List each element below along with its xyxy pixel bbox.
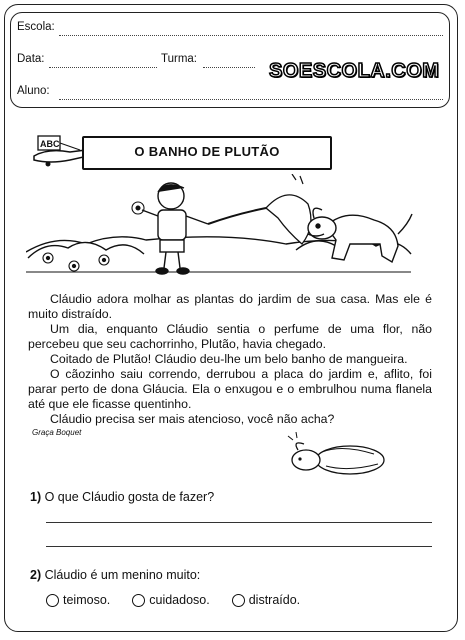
school-label: Escola: bbox=[17, 21, 55, 33]
date-label: Data: bbox=[17, 53, 45, 65]
question-number: 2) bbox=[30, 568, 42, 582]
option-cuidadoso[interactable] bbox=[132, 593, 209, 607]
answer-options bbox=[46, 593, 300, 607]
site-logo bbox=[269, 60, 439, 83]
radio-circle-icon[interactable] bbox=[46, 594, 59, 607]
title-banner bbox=[82, 136, 332, 170]
story-text bbox=[28, 292, 432, 427]
option-label: teimoso. bbox=[63, 593, 111, 607]
wrapped-dog-illustration bbox=[282, 432, 390, 478]
option-distraido[interactable] bbox=[232, 593, 300, 607]
story-title: O BANHO DE PLUTÃO bbox=[134, 144, 280, 159]
question-number: 1) bbox=[30, 490, 42, 504]
svg-text:ABC: ABC bbox=[40, 139, 60, 149]
story-paragraph: Coitado de Plutão! Cláudio deu-lhe um belo banho de mangueira. bbox=[50, 352, 408, 366]
school-field[interactable] bbox=[59, 35, 443, 36]
story-paragraph: O cãozinho saiu correndo, derrubou a placa do jardim e, aflito, foi parar perto de dona Gláucia. Ela o enxugou e o embrulhou numa flanela até que ele ficasse quentinho. bbox=[28, 367, 432, 411]
radio-circle-icon[interactable] bbox=[232, 594, 245, 607]
student-label: Aluno: bbox=[17, 85, 50, 97]
story-paragraph: Um dia, enquanto Cláudio sentia o perfume de uma flor, não percebeu que seu cachorrinho, Plutão, havia chegado. bbox=[28, 322, 432, 351]
question-text: Cláudio é um menino muito: bbox=[44, 568, 201, 582]
answer-line[interactable] bbox=[46, 522, 432, 523]
question-2 bbox=[30, 568, 200, 582]
logo-text: SOESCOLA.COM bbox=[269, 60, 440, 82]
story-paragraph: Cláudio adora molhar as plantas do jardim de sua casa. Mas ele é muito distraído. bbox=[28, 292, 432, 321]
option-teimoso[interactable] bbox=[46, 593, 110, 607]
question-1 bbox=[30, 490, 214, 504]
radio-circle-icon[interactable] bbox=[132, 594, 145, 607]
class-label: Turma: bbox=[161, 53, 197, 65]
story-illustration bbox=[26, 174, 416, 284]
date-field[interactable] bbox=[49, 67, 157, 68]
question-text: O que Cláudio gosta de fazer? bbox=[44, 490, 215, 504]
story-paragraph: Cláudio precisa ser mais atencioso, você não acha? bbox=[50, 412, 335, 426]
author-credit: Graça Boquet bbox=[32, 428, 82, 437]
option-label: distraído. bbox=[248, 593, 301, 607]
answer-line[interactable] bbox=[46, 546, 432, 547]
option-label: cuidadoso. bbox=[149, 593, 210, 607]
student-field[interactable] bbox=[59, 99, 443, 100]
student-info-header bbox=[10, 12, 450, 108]
class-field[interactable] bbox=[203, 67, 255, 68]
